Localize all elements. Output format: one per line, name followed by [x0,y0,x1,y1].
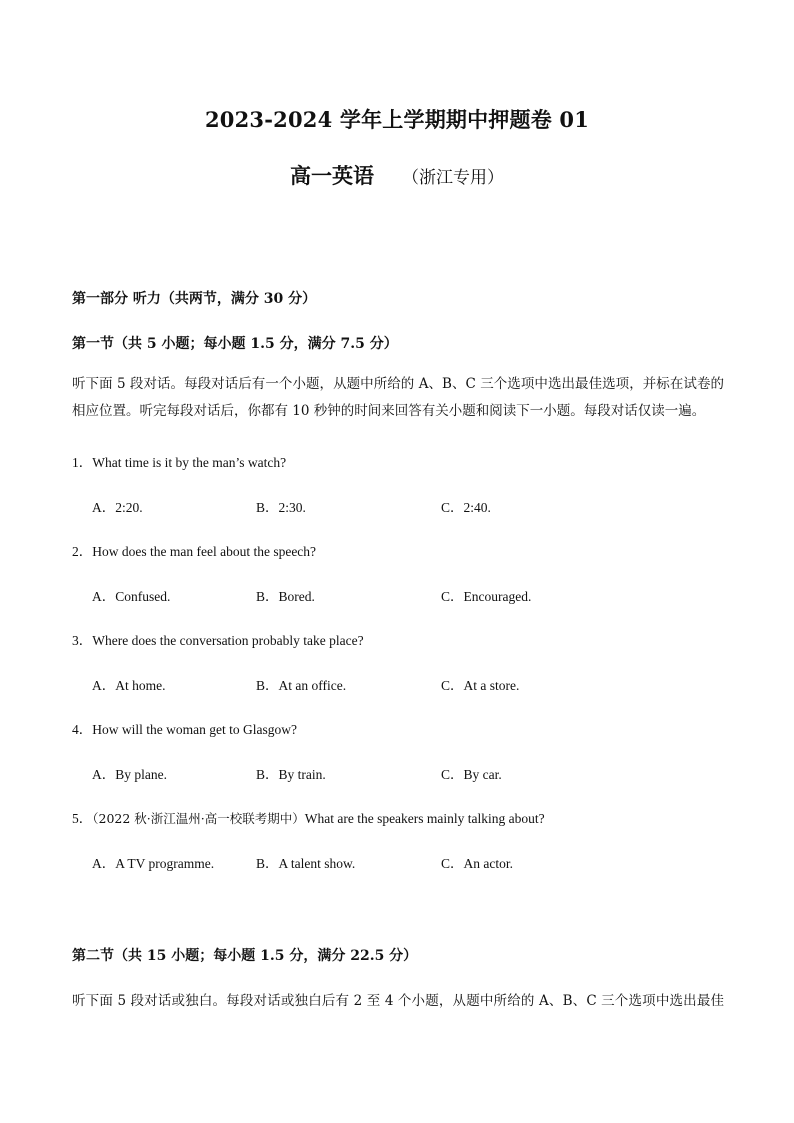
exam-region-note: （浙江专用） [402,168,504,188]
question-text: Where does the conversation probably take place? [92,633,364,648]
question-3 [72,629,364,649]
question-text: How does the man feel about the speech? [92,544,317,559]
exam-subject-line [0,160,794,190]
section2-heading: 第二节（共 15 小题；每小题 1.5 分，满分 22.5 分） [72,948,418,964]
section1-heading: 第一节（共 5 小题；每小题 1.5 分，满分 7.5 分） [72,336,398,352]
exam-title: 2023-2024 学年上学期期中押题卷 01 [204,107,590,132]
question-text: What are the speakers mainly talking about? [304,811,545,826]
question-1 [72,451,286,471]
question-3-option-c: C．At a store. [441,678,520,693]
question-number: 5． [72,811,93,826]
question-2 [72,540,316,560]
question-4-option-b: B．By train. [256,767,326,782]
question-3-option-b: B．At an office. [256,678,347,693]
question-1-option-b: B．2:30. [256,500,306,515]
question-number: 4． [72,722,93,737]
exam-subject: 高一英语 [290,163,374,188]
question-2-option-a: A．Confused. [92,589,171,604]
question-4-option-a: A．By plane. [92,767,167,782]
question-number: 3． [72,633,93,648]
question-text: What time is it by the man’s watch? [92,455,287,470]
question-5-option-a: A．A TV programme. [92,856,215,871]
question-2-option-b: B．Bored. [256,589,315,604]
question-5-option-c: C．An actor. [441,856,513,871]
part1-heading: 第一部分 听力（共两节，满分 30 分） [72,291,317,307]
section1-instructions: 听下面 5 段对话。每段对话后有一个小题，从题中所给的 A、B、C 三个选项中选出最佳选项，并标在试卷的相应位置。听完每段对话后，你都有 10 秒钟的时间来回答有关小题和阅读下一小题。每段对话仅读一遍。 [72,376,724,419]
question-text: How will the woman get to Glasgow? [92,722,297,737]
question-5 [72,807,545,827]
question-number: 2． [72,544,93,559]
question-2-option-c: C．Encouraged. [441,589,532,604]
question-3-option-a: A．At home. [92,678,166,693]
section2-instructions: 听下面 5 段对话或独白。每段对话或独白后有 2 至 4 个小题，从题中所给的 A、B、C 三个选项中选出最佳 [72,993,724,1009]
question-number: 1． [72,455,93,470]
question-4-option-c: C．By car. [441,767,502,782]
question-1-option-c: C．2:40. [441,500,491,515]
question-5-option-b: B．A talent show. [256,856,356,871]
question-4 [72,718,297,738]
question-1-option-a: A．2:20. [92,500,143,515]
question-source: （2022 秋·浙江温州·高一校联考期中） [92,811,305,826]
